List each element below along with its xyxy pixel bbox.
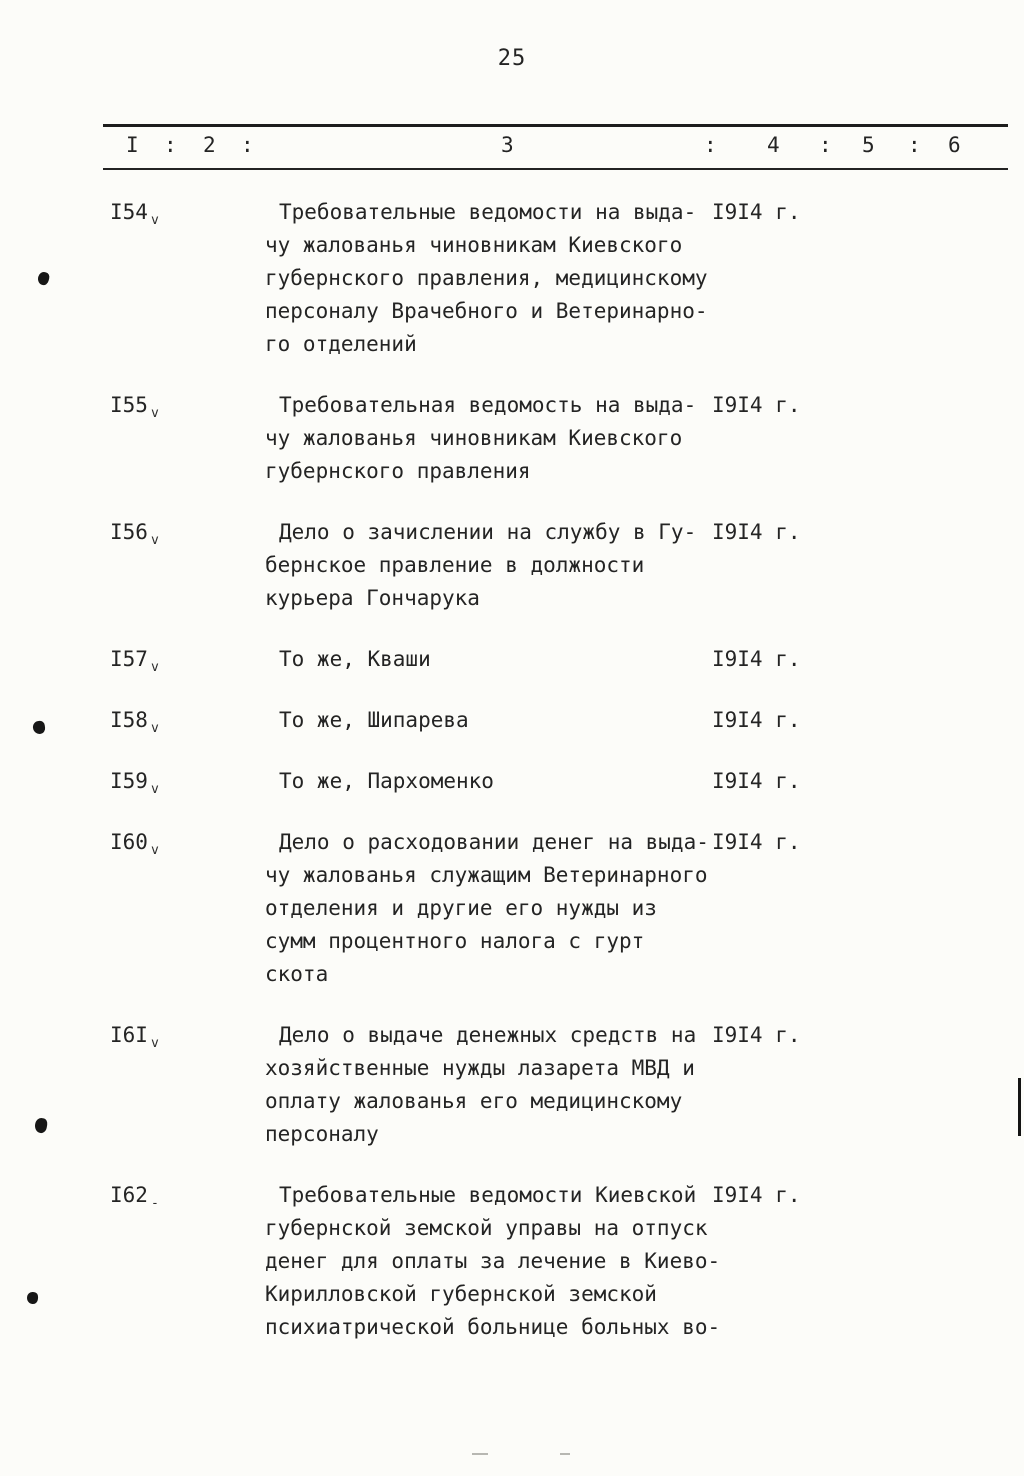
description-line: скота [265,962,329,986]
description-line: губернского правления, медицинскому [265,266,708,290]
entry-year: I9I4 г. [712,520,801,544]
entry-year: I9I4 г. [712,1023,801,1047]
entry-description [265,196,735,361]
description-line: губернского правления [265,459,531,483]
entry-number [110,196,159,232]
column-header-2: 2 [203,133,216,157]
entry-number [110,826,159,862]
check-mark: - [150,1196,159,1211]
check-mark: v [150,782,159,797]
entry-number [110,389,159,425]
check-mark: v [150,406,159,421]
table-rule-bottom [103,168,1008,170]
entry-number [110,1179,159,1215]
description-line: То же, Кваши [279,647,431,671]
table-row [0,643,1024,676]
page-number: 25 [497,46,527,71]
scan-speck [560,1453,570,1455]
description-line: персоналу Врачебного и Ветеринарно- [265,299,708,323]
column-header-5: 5 [862,133,875,157]
entry-year: I9I4 г. [712,769,801,793]
table-row [0,704,1024,737]
entry-description [265,516,735,615]
description-line: го отделений [265,332,417,356]
description-line: Дело о расходовании денег на выда- [279,830,709,854]
table-rule-top [103,124,1008,127]
entry-year: I9I4 г. [712,393,801,417]
column-separator: : [704,133,717,157]
scan-artifact-line [1018,1078,1021,1136]
entry-number [110,765,159,801]
check-mark: v [150,660,159,675]
entry-number-text: I62 [110,1183,148,1207]
entry-description [265,643,735,676]
check-mark: v [150,721,159,736]
entry-description [265,1019,735,1151]
entry-number-text: I56 [110,520,148,544]
ink-blot [27,1292,39,1305]
description-line: Кирилловской губернской земской [265,1282,657,1306]
description-line: Требовательные ведомости на выда- [279,200,697,224]
description-line: чу жалованья чиновникам Киевского [265,233,683,257]
entry-year: I9I4 г. [712,1183,801,1207]
entry-number-text: I59 [110,769,148,793]
description-line: отделения и другие его нужды из [265,896,657,920]
entry-description [265,826,735,991]
entry-year: I9I4 г. [712,708,801,732]
check-mark: v [150,533,159,548]
description-line: сумм процентного налога с гурт [265,929,645,953]
column-header-4: 4 [767,133,780,157]
entry-number-text: I57 [110,647,148,671]
column-separator: : [241,133,254,157]
scan-speck [472,1453,488,1455]
description-line: То же, Шипарева [279,708,469,732]
table-row [0,765,1024,798]
entry-number-text: I60 [110,830,148,854]
entry-number-text: I54 [110,200,148,224]
entry-number [110,1019,159,1055]
table-row [0,826,1024,991]
entry-number-text: I58 [110,708,148,732]
entry-description [265,389,735,488]
check-mark: v [150,843,159,858]
description-line: Дело о выдаче денежных средств на [279,1023,697,1047]
check-mark: v [150,213,159,228]
entry-year: I9I4 г. [712,200,801,224]
description-line: психиатрической больнице больных во- [265,1315,721,1339]
entry-number [110,516,159,552]
entry-description [265,704,735,737]
entry-number-text: I6I [110,1023,148,1047]
table-row [0,389,1024,488]
table-row [0,516,1024,615]
description-line: Дело о зачислении на службу в Гу- [279,520,697,544]
column-header-6: 6 [948,133,961,157]
table-row [0,196,1024,361]
description-line: Требовательные ведомости Киевской [279,1183,697,1207]
column-separator: : [164,133,177,157]
column-header-1: I [126,133,139,157]
description-line: губернской земской управы на отпуск [265,1216,708,1240]
description-line: оплату жалованья его медицинскому [265,1089,683,1113]
table-row [0,1179,1024,1344]
description-line: чу жалованья чиновникам Киевского [265,426,683,450]
table-row [0,1019,1024,1151]
description-line: Требовательная ведомость на выда- [279,393,697,417]
column-header-3: 3 [501,133,514,157]
entry-year: I9I4 г. [712,830,801,854]
description-line: бернское правление в должности [265,553,645,577]
description-line: персоналу [265,1122,379,1146]
description-line: То же, Пархоменко [279,769,494,793]
check-mark: v [150,1036,159,1051]
entries-list [0,196,1024,1372]
entry-number [110,643,159,679]
entry-description [265,1179,735,1344]
entry-number-text: I55 [110,393,148,417]
description-line: денег для оплаты за лечение в Киево- [265,1249,721,1273]
description-line: курьера Гончарука [265,586,480,610]
column-separator: : [819,133,832,157]
entry-description [265,765,735,798]
entry-year: I9I4 г. [712,647,801,671]
description-line: хозяйственные нужды лазарета МВД и [265,1056,695,1080]
column-separator: : [908,133,921,157]
entry-number [110,704,159,740]
description-line: чу жалованья служащим Ветеринарного [265,863,708,887]
